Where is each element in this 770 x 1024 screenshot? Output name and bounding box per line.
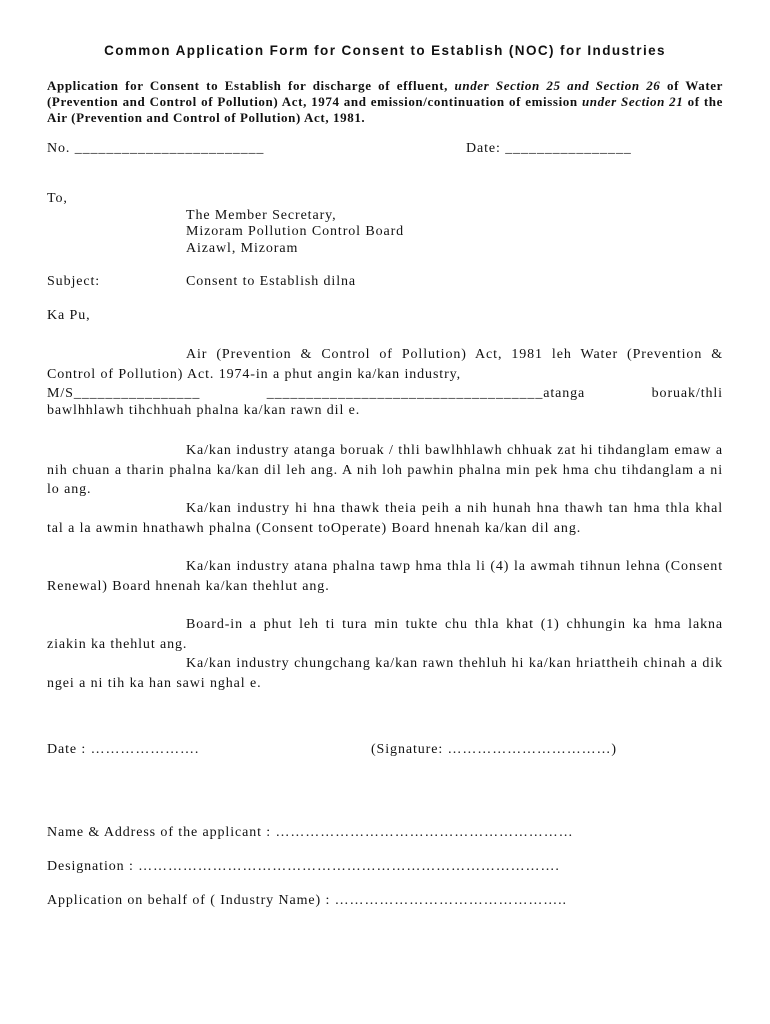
number-blank[interactable]: ________________________ <box>74 141 265 156</box>
applicant-name-address-field[interactable]: Name & Address of the applicant : …………………………………………………… <box>47 825 574 840</box>
number-label: No. <box>47 141 71 156</box>
paragraph-1 <box>47 345 723 384</box>
paragraph-5-text: Board-in a phut leh ti tura min tukte chu thla khat (1) chhungin ka hma lakna ziakin ka thehlut ang. <box>47 617 723 652</box>
paragraph-1-tail: boruak/thli <box>651 386 723 401</box>
footer-date-field[interactable]: Date : …………………. <box>47 742 200 757</box>
paragraph-2 <box>47 441 723 500</box>
application-intro <box>47 78 723 126</box>
address-line-1: The Member Secretary, <box>186 208 337 223</box>
paragraph-4-text: Ka/kan industry atana phalna tawp hma thla li (4) la awmah tihnun lehna (Consent Renewal) Board hnenah ka/kan thehlut ang. <box>47 559 723 594</box>
intro-part-2: of Water (Prevention and Control of Pollution) Act, 1974 and emission/continuation of emission <box>47 78 723 109</box>
paragraph-5 <box>47 615 723 654</box>
date-label: Date: <box>466 141 501 156</box>
date-blank[interactable]: ________________ <box>505 141 632 156</box>
paragraph-3 <box>47 499 723 538</box>
paragraph-2-text: Ka/kan industry atanga boruak / thli bawlhhlawh chhuak zat hi tihdanglam emaw a nih chuan a tharin phalna ka/kan dil leh ang. A nih loh pawhin phalna min pek hma chu tihdanglam a ni lo ang. <box>47 443 723 497</box>
paragraph-4 <box>47 557 723 596</box>
intro-part-3: of the Air (Prevention and Control of Pollution) Act, 1981. <box>47 94 724 125</box>
to-label: To, <box>47 191 68 206</box>
designation-field[interactable]: Designation : …………………………………………………………………………. <box>47 859 560 874</box>
industry-location-blank[interactable]: ___________________________________atanga <box>266 386 586 401</box>
number-field[interactable] <box>47 141 264 157</box>
intro-section-25-26: under Section 25 and Section 26 <box>454 78 661 93</box>
industry-ms-blank[interactable]: M/S________________ <box>47 386 201 401</box>
industry-name-field[interactable]: Application on behalf of ( Industry Name) : ……………………………………….. <box>47 893 567 908</box>
intro-section-21: under Section 21 <box>581 94 684 109</box>
paragraph-1-text: Air (Prevention & Control of Pollution) Act, 1981 leh Water (Prevention & Control of Pollution) Act. 1974-in a phut angin ka/kan industry, <box>47 347 723 382</box>
date-field[interactable] <box>466 141 632 157</box>
page-title: Common Application Form for Consent to Establish (NOC) for Industries <box>104 43 666 58</box>
paragraph-3-text: Ka/kan industry hi hna thawk theia peih a nih hunah hna thawh tan hma thla khal tal a la awmin hnathawh phalna (Consent toOperate) Board hnenah ka/kan dil ang. <box>47 501 723 536</box>
address-line-3: Aizawl, Mizoram <box>186 241 299 256</box>
paragraph-6 <box>47 654 723 693</box>
intro-part-1: Application for Consent to Establish for discharge of effluent, <box>47 78 448 93</box>
paragraph-6-text: Ka/kan industry chungchang ka/kan rawn thehluh hi ka/kan hriattheih chinah a dik ngei a ni tih ka han sawi nghal e. <box>47 656 723 691</box>
address-line-2: Mizoram Pollution Control Board <box>186 224 405 239</box>
signature-field[interactable]: (Signature: ……………………………) <box>371 742 617 757</box>
subject-label: Subject: <box>47 274 101 289</box>
paragraph-1-end: bawlhhlawh tihchhuah phalna ka/kan rawn dil e. <box>47 403 361 418</box>
subject-value: Consent to Establish dilna <box>186 274 357 289</box>
industry-name-row <box>47 384 723 404</box>
salutation: Ka Pu, <box>47 308 91 323</box>
